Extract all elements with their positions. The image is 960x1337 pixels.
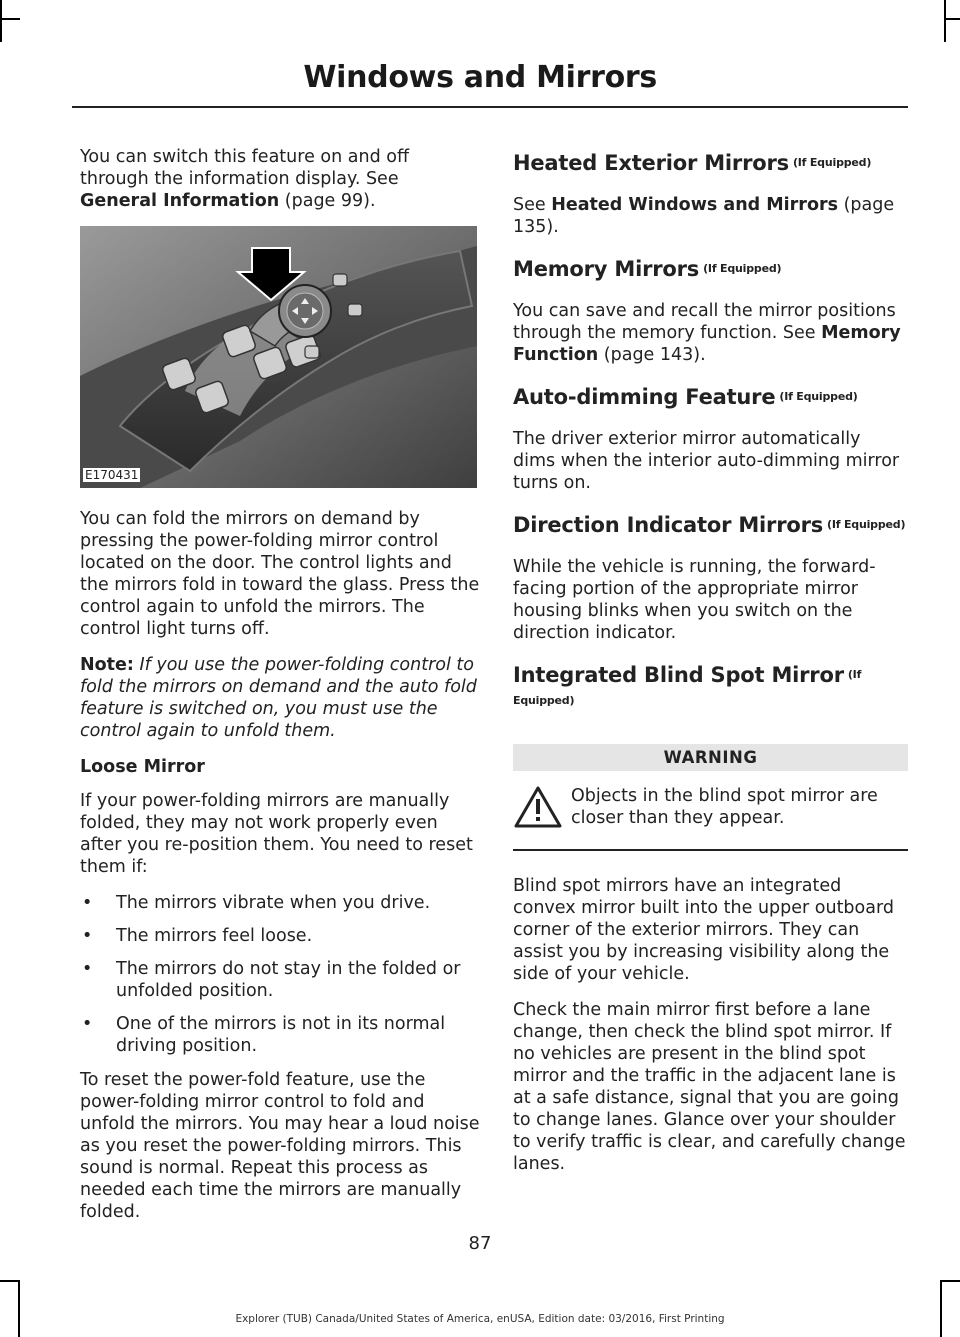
general-information-link[interactable]: General Information xyxy=(80,191,280,211)
warning-text: Objects in the blind spot mirror are closer than they appear. xyxy=(571,786,878,828)
blind-spot-paragraph-2: Check the main mirror first before a lane change, then check the blind spot mirror. If no vehicles are present in the blind spot mirror and the traffic in the adjacent lane is at a safe distance, signal that you are going to change lanes. Glance over your shoulder to verify traffic is clear, and carefully change lanes. xyxy=(513,1000,906,1174)
direction-indicator-paragraph: While the vehicle is running, the forward-facing portion of the appropriate mirror housing blinks when you switch on the direction indicator. xyxy=(513,557,876,643)
list-item: • One of the mirrors is not in its normal driving position. xyxy=(82,1014,446,1056)
crop-mark xyxy=(0,1280,20,1282)
header-rule xyxy=(72,106,908,108)
page-title: Windows and Mirrors xyxy=(303,60,657,95)
note-paragraph: Note: If you use the power-folding control to fold the mirrors on demand and the auto fold feature is switched on, you must use the control again to unfold them. xyxy=(80,655,477,741)
door-panel-illustration xyxy=(80,226,477,488)
blind-spot-heading: Integrated Blind Spot Mirror (If Equipped) xyxy=(513,663,862,707)
crop-mark xyxy=(18,1280,20,1337)
page-number: 87 xyxy=(468,1233,492,1254)
reset-conditions-list xyxy=(80,892,480,1057)
direction-indicator-heading: Direction Indicator Mirrors (If Equipped) xyxy=(513,513,906,537)
loose-mirror-paragraph: If your power-folding mirrors are manually folded, they may not work properly even after you re-position them. You need to reset them if: xyxy=(80,791,473,877)
warning-box xyxy=(513,785,908,833)
memory-mirrors-paragraph: You can save and recall the mirror positions through the memory function. See Memory Function (page 143). xyxy=(513,301,901,365)
loose-mirror-heading: Loose Mirror xyxy=(80,757,205,777)
heated-windows-link[interactable]: Heated Windows and Mirrors xyxy=(551,195,839,215)
crop-mark xyxy=(940,1280,942,1337)
auto-dimming-paragraph: The driver exterior mirror automatically dims when the interior auto-dimming mirror turns on. xyxy=(513,429,900,493)
crop-mark xyxy=(940,1280,960,1282)
footer-edition: Explorer (TUB) Canada/United States of America, enUSA, Edition date: 03/2016, First Printing xyxy=(235,1313,725,1325)
auto-dimming-heading: Auto-dimming Feature (If Equipped) xyxy=(513,385,858,409)
list-item: • The mirrors feel loose. xyxy=(82,926,313,946)
warning-triangle-icon xyxy=(513,785,563,829)
warning-banner: WARNING xyxy=(513,744,908,771)
crop-mark xyxy=(944,0,946,42)
figure-label: E170431 xyxy=(85,468,139,482)
crop-mark xyxy=(944,18,960,20)
intro-paragraph: You can switch this feature on and off through the information display. See General Information (page 99). xyxy=(80,147,410,211)
left-column xyxy=(80,146,480,1237)
heated-mirrors-paragraph: See Heated Windows and Mirrors (page 135). xyxy=(513,195,895,237)
fold-paragraph: You can fold the mirrors on demand by pressing the power-folding mirror control located on the door. The control lights and the mirrors fold in toward the glass. Press the control again to unfold the mirrors. The control light turns off. xyxy=(80,509,480,639)
memory-function-link[interactable]: Memory Function xyxy=(513,323,901,365)
crop-mark xyxy=(0,18,20,20)
crop-mark xyxy=(0,0,2,42)
list-item: • The mirrors do not stay in the folded or unfolded position. xyxy=(82,959,461,1001)
warning-rule xyxy=(513,849,908,851)
right-column xyxy=(513,146,908,1189)
memory-mirrors-heading: Memory Mirrors (If Equipped) xyxy=(513,257,782,281)
blind-spot-paragraph-1: Blind spot mirrors have an integrated convex mirror built into the upper outboard corner of the exterior mirrors. They can assist you by increasing visibility along the side of your vehicle. xyxy=(513,876,894,984)
mirror-control-figure xyxy=(80,226,477,488)
heated-mirrors-heading: Heated Exterior Mirrors (If Equipped) xyxy=(513,151,872,175)
reset-paragraph: To reset the power-fold feature, use the power-folding mirror control to fold and unfold the mirrors. You may hear a loud noise as you reset the power-folding mirrors. This sound is normal. Repeat this process as needed each time the mirrors are manually folded. xyxy=(80,1070,480,1222)
list-item: • The mirrors vibrate when you drive. xyxy=(82,893,431,913)
